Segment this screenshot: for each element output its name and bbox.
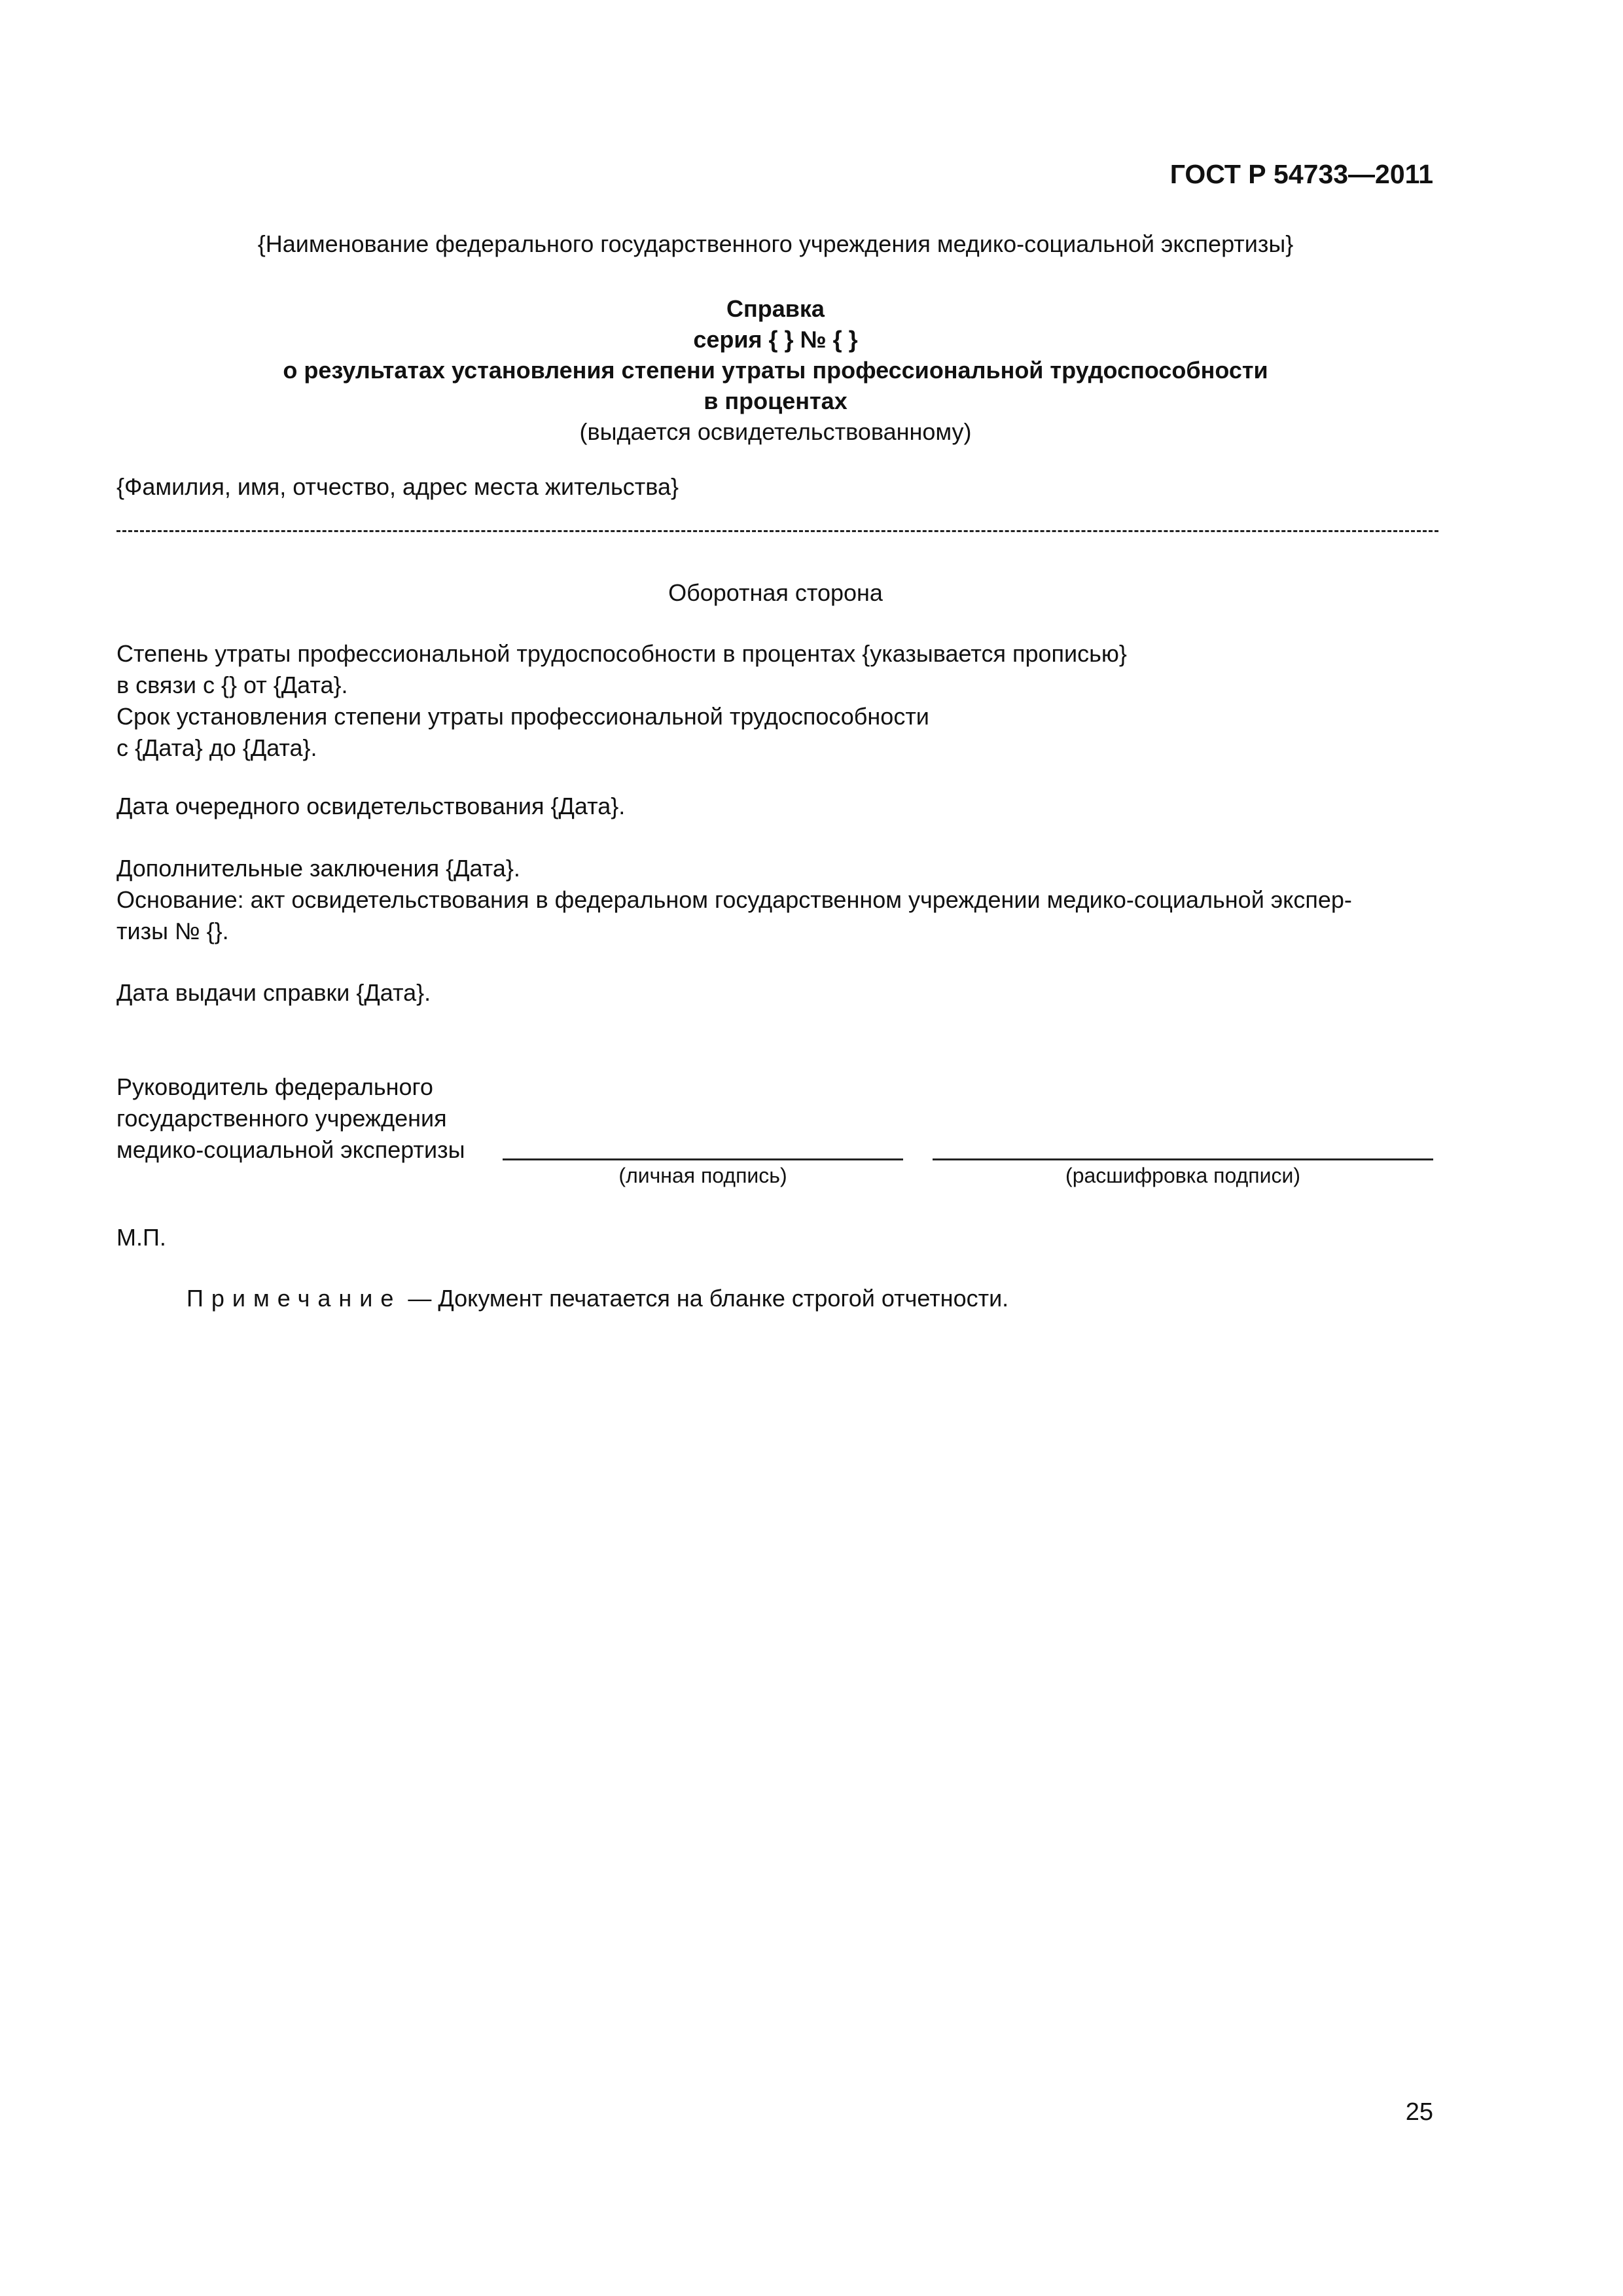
title-line-1: Справка: [726, 295, 825, 322]
signatory-title: [116, 1071, 465, 1166]
paragraph-issue-date: Дата выдачи справки {Дата}.: [116, 979, 431, 1006]
paragraph-line: в связи с {} от {Дата}.: [116, 672, 348, 698]
signatory-line: медико-социальной экспертизы: [116, 1136, 465, 1163]
signature-line: [503, 1158, 903, 1160]
paragraph-line: с {Дата} до {Дата}.: [116, 734, 317, 761]
page-number: 25: [1405, 2098, 1433, 2126]
paragraph-line: тизы № {}.: [116, 918, 229, 944]
title-subtitle: (выдается освидетельствованному): [579, 418, 972, 445]
document-title: [0, 293, 1551, 447]
signature-decoding-line: [933, 1158, 1433, 1160]
note: [187, 1285, 1008, 1312]
paragraph-line: Дополнительные заключения {Дата}.: [116, 855, 520, 882]
title-line-4: в процентах: [704, 387, 847, 414]
cut-line-divider: [116, 530, 1438, 532]
paragraph-conclusions: [116, 853, 1445, 947]
signature-caption: (личная подпись): [618, 1164, 787, 1187]
organization-placeholder: {Наименование федерального государственного учреждения медико-социальной экспертизы}: [257, 230, 1294, 257]
note-text: — Документ печатается на бланке строгой отчетности.: [401, 1285, 1009, 1312]
paragraph-line: Основание: акт освидетельствования в федеральном государственном учреждении медико-социальной экспер-: [116, 886, 1352, 913]
standard-number: ГОСТ Р 54733—2011: [1169, 159, 1433, 189]
title-line-2: серия { } № { }: [693, 326, 858, 353]
signatory-line: государственного учреждения: [116, 1105, 447, 1132]
paragraph-line: Срок установления степени утраты профессиональной трудоспособности: [116, 703, 929, 730]
signatory-line: Руководитель федерального: [116, 1073, 433, 1100]
person-placeholder: {Фамилия, имя, отчество, адрес места жительства}: [116, 473, 679, 500]
paragraph-next-examination: Дата очередного освидетельствования {Дата}.: [116, 793, 626, 819]
note-label: Примечание: [187, 1285, 402, 1312]
reverse-side-label: Оборотная сторона: [668, 579, 883, 606]
title-line-3: о результатах установления степени утраты профессиональной трудоспособности: [283, 357, 1268, 384]
stamp-placeholder: М.П.: [116, 1224, 166, 1251]
signature-decoding-caption: (расшифровка подписи): [1065, 1164, 1300, 1187]
paragraph-disability-degree: [116, 638, 1445, 764]
paragraph-line: Степень утраты профессиональной трудоспособности в процентах {указывается прописью}: [116, 640, 1127, 667]
